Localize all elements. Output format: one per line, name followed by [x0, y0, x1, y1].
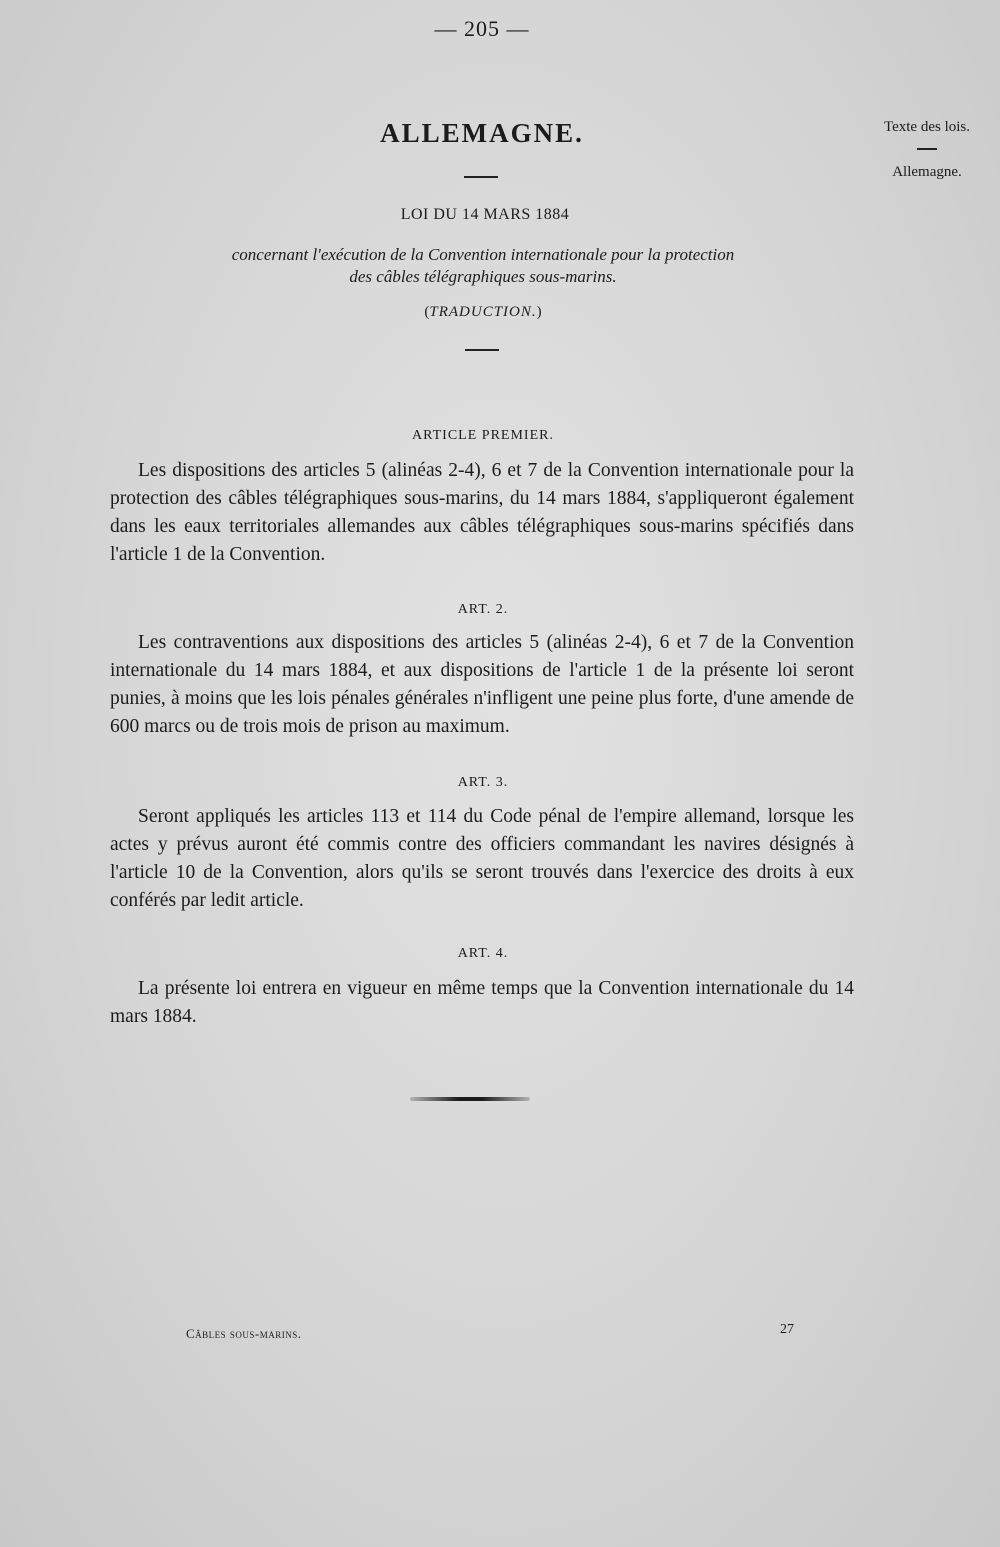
article-3-body: Seront appliqués les articles 113 et 114 du Code pénal de l'empire allemand, lorsque les actes y prévus auront été commis contre des officiers commandant les navires désignés à l'article 10 de la Convention, alors qu'ils se seront trouvés dans l'exercice des droits à eux conférés par ledit article. — [110, 806, 854, 911]
article-1-body: Les dispositions des articles 5 (alinéas 2-4), 6 et 7 de la Convention internationale pour la protection des câbles télégraphiques sous-marins, du 14 mars 1884, s'appliqueront également dans les eaux territoriales allemandes aux câbles télégraphiques sous-marins spécifiés dans l'article 1 de la Convention. — [110, 460, 854, 565]
title-divider — [465, 349, 499, 351]
article-2-heading: ART. 2. — [457, 602, 509, 617]
page-number: — 205 — — [434, 16, 530, 41]
law-subtitle-line-2: des câbles télégraphiques sous-marins. — [349, 267, 617, 286]
article-4-body: La présente loi entrera en vigueur en même temps que la Convention internationale du 14 mars 1884. — [110, 978, 854, 1027]
closing-ornament-rule — [410, 1097, 530, 1101]
translation-label: TRADUCTION. — [429, 304, 537, 320]
margin-note-country: Allemagne. — [892, 164, 962, 180]
article-4-text — [110, 975, 854, 1031]
margin-note-section: Texte des lois. — [883, 119, 970, 135]
heading-divider — [464, 176, 498, 178]
law-subtitle-line-1: concernant l'exécution de la Convention internationale pour la protection — [231, 245, 735, 264]
article-2-text — [110, 629, 854, 741]
article-1-text — [110, 457, 854, 569]
footer-signature-mark: 27 — [780, 1322, 794, 1337]
article-3-heading: ART. 3. — [457, 775, 509, 790]
article-4-heading: ART. 4. — [457, 946, 509, 961]
translation-note: (TRADUCTION.) — [424, 304, 542, 320]
country-heading: ALLEMAGNE. — [380, 118, 584, 148]
article-3-text — [110, 803, 854, 915]
footer-running-title: Câbles sous-marins. — [186, 1326, 302, 1341]
law-subtitle — [150, 244, 816, 288]
article-2-body: Les contraventions aux dispositions des articles 5 (alinéas 2-4), 6 et 7 de la Convention internationale du 14 mars 1884, et aux dispositions de l'article 1 de la présente loi seront punies, à moins que les lois pénales générales n'infligent une peine plus forte, d'une amende de 600 marcs ou de trois mois de prison au maximum. — [110, 632, 854, 737]
law-title: LOI DU 14 MARS 1884 — [400, 206, 570, 223]
article-1-heading: ARTICLE PREMIER. — [412, 428, 554, 443]
